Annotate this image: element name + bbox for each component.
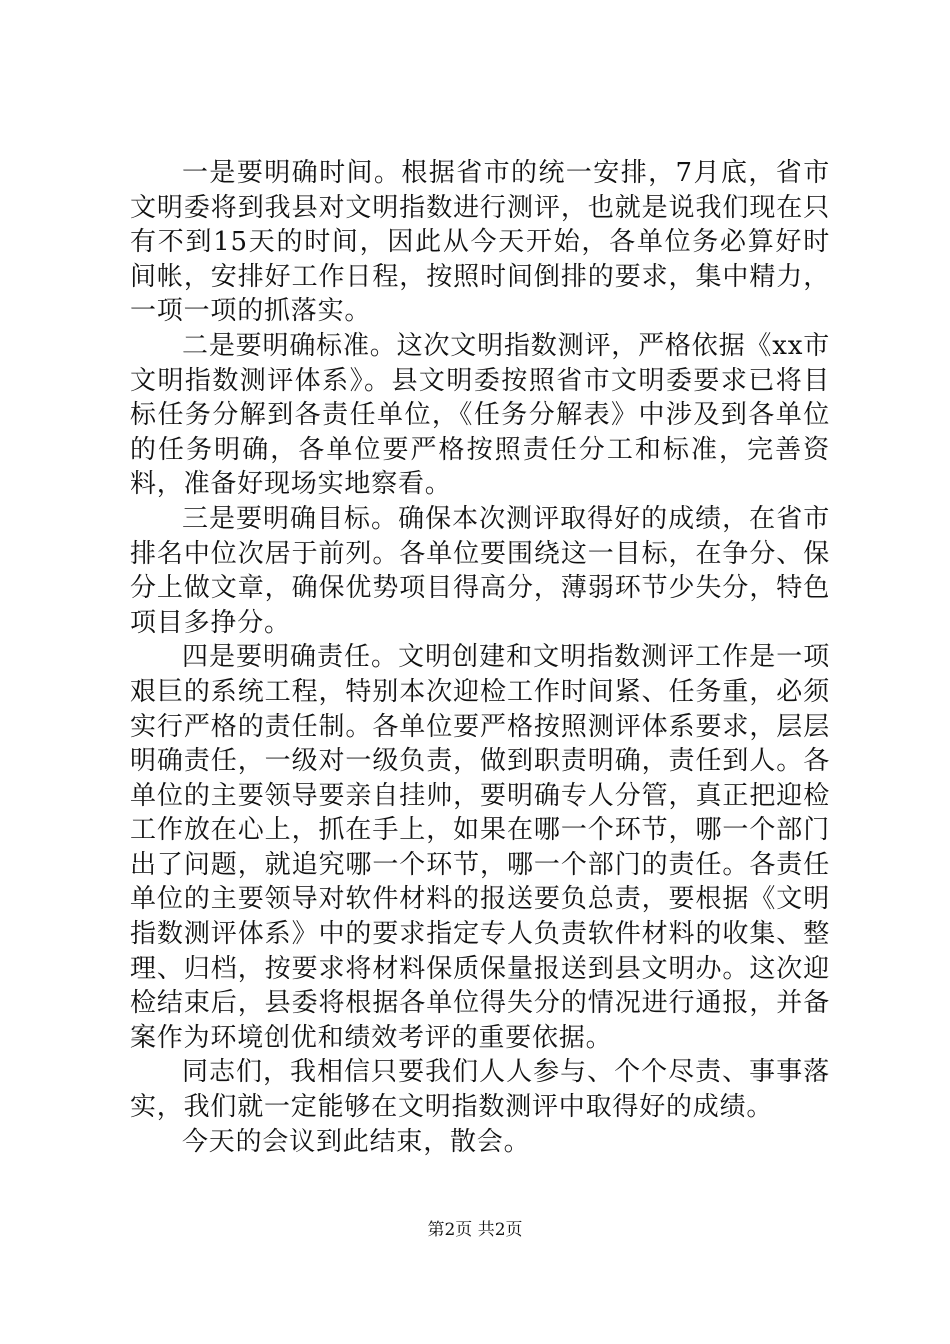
paragraph-goal: 三是要明确目标。确保本次测评取得好的成绩，在省市排名中位次居于前列。各单位要围绕这一目标，在争分、保分上做文章，确保优势项目得高分，薄弱环节少失分，特色项目多挣分。 <box>130 503 830 638</box>
page-footer: 第2页 共2页 <box>427 1220 523 1240</box>
document-body <box>130 156 830 1159</box>
paragraph-comrades: 同志们，我相信只要我们人人参与、个个尽责、事事落实，我们就一定能够在文明指数测评中取得好的成绩。 <box>130 1057 830 1123</box>
paragraph-time: 一是要明确时间。根据省市的统一安排，7月底，省市文明委将到我县对文明指数进行测评，也就是说我们现在只有不到15天的时间，因此从今天开始，各单位务必算好时间帐，安排好工作日程，按照时间倒排的要求，集中精力，一项一项的抓落实。 <box>130 158 830 327</box>
paragraph-responsibility: 四是要明确责任。文明创建和文明指数测评工作是一项艰巨的系统工程，特别本次迎检工作时间紧、任务重，必须实行严格的责任制。各单位要严格按照测评体系要求，层层明确责任，一级对一级负责，做到职责明确，责任到人。各单位的主要领导要亲自挂帅，要明确专人分管，真正把迎检工作放在心上，抓在手上，如果在哪一个环节，哪一个部门出了问题，就追究哪一个环节，哪一个部门的责任。各责任单位的主要领导对软件材料的报送要负总责，要根据《文明指数测评体系》中的要求指定专人负责软件材料的收集、整理、归档，按要求将材料保质保量报送到县文明办。这次迎检结束后，县委将根据各单位得失分的情况进行通报，并备案作为环境创优和绩效考评的重要依据。 <box>130 642 830 1053</box>
paragraph-closing: 今天的会议到此结束，散会。 <box>182 1126 531 1157</box>
paragraph-standard: 二是要明确标准。这次文明指数测评，严格依据《xx市文明指数测评体系》。县文明委按照省市文明委要求已将目标任务分解到各责任单位，《任务分解表》中涉及到各单位的任务明确，各单位要严格按照责任分工和标准，完善资料，准备好现场实地察看。 <box>130 330 830 500</box>
